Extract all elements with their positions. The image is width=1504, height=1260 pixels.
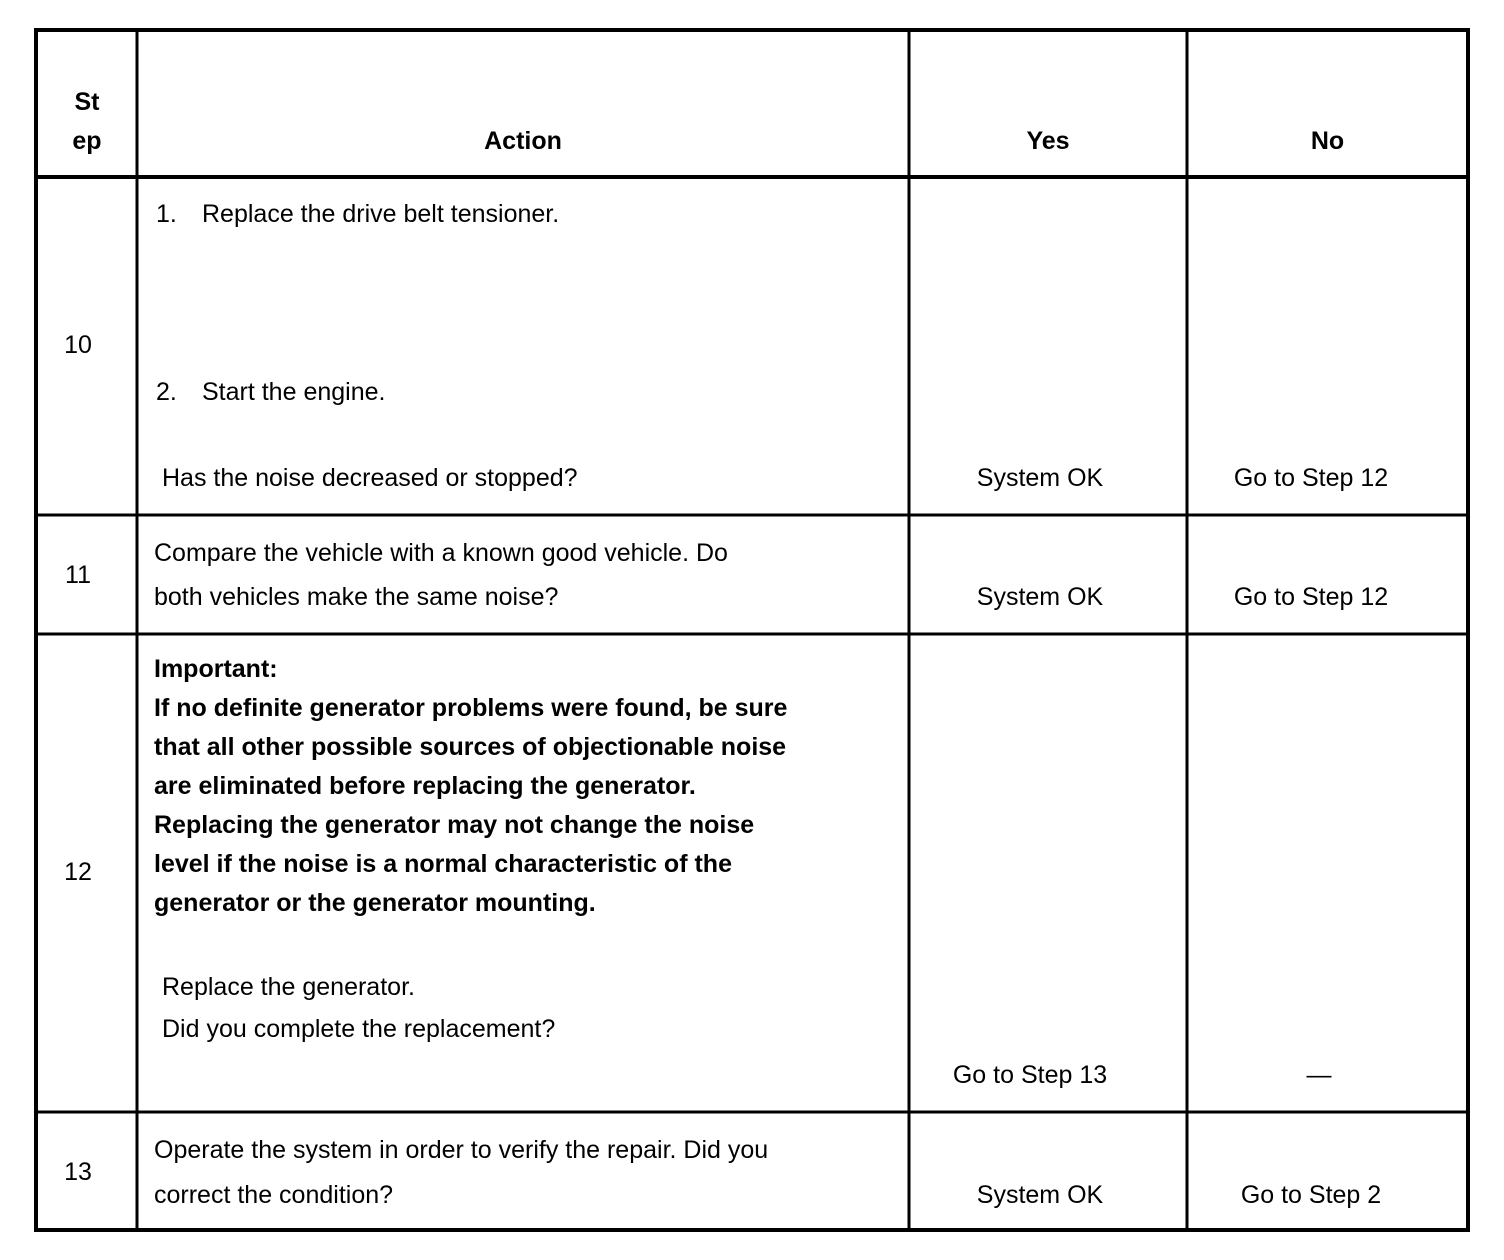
yes-result: Go to Step 13 — [952, 1061, 1108, 1089]
action-text-line: Did you complete the replacement? — [162, 1015, 556, 1043]
header-step-line2: ep — [72, 127, 102, 155]
step-number: 12 — [64, 858, 92, 886]
action-item-text: Replace the drive belt tensioner. — [202, 200, 560, 228]
header-action: Action — [484, 127, 562, 155]
action-text-line: both vehicles make the same noise? — [154, 583, 559, 611]
step-number: 13 — [64, 1158, 92, 1186]
header-step-line1: St — [74, 88, 100, 116]
action-item-number: 1. — [156, 200, 177, 228]
yes-result: System OK — [976, 464, 1104, 492]
header-yes: Yes — [1026, 127, 1070, 155]
important-heading: Important: — [154, 655, 278, 683]
important-text-line: that all other possible sources of objectionable noise — [154, 733, 787, 761]
no-result: — — [1306, 1061, 1332, 1089]
yes-result: System OK — [976, 1181, 1104, 1209]
yes-result: System OK — [976, 583, 1104, 611]
step-number: 11 — [65, 561, 91, 589]
action-text-line: Compare the vehicle with a known good vehicle. Do — [154, 539, 728, 567]
step-number: 10 — [64, 331, 92, 359]
important-text-line: are eliminated before replacing the generator. — [154, 772, 696, 800]
no-result: Go to Step 2 — [1240, 1181, 1382, 1209]
action-item-number: 2. — [156, 378, 177, 406]
action-text-line: Operate the system in order to verify the repair. Did you — [154, 1136, 769, 1164]
action-question: Has the noise decreased or stopped? — [162, 464, 578, 492]
no-result: Go to Step 12 — [1233, 464, 1389, 492]
no-result: Go to Step 12 — [1233, 583, 1389, 611]
action-text-line: Replace the generator. — [162, 973, 415, 1001]
action-item-text: Start the engine. — [202, 378, 386, 406]
action-text-line: correct the condition? — [154, 1181, 394, 1209]
important-text-line: generator or the generator mounting. — [154, 889, 596, 917]
important-text-line: If no definite generator problems were found, be sure — [154, 694, 788, 722]
header-no: No — [1310, 127, 1345, 155]
important-text-line: level if the noise is a normal characteristic of the — [154, 850, 732, 878]
important-text-line: Replacing the generator may not change the noise — [154, 811, 755, 839]
